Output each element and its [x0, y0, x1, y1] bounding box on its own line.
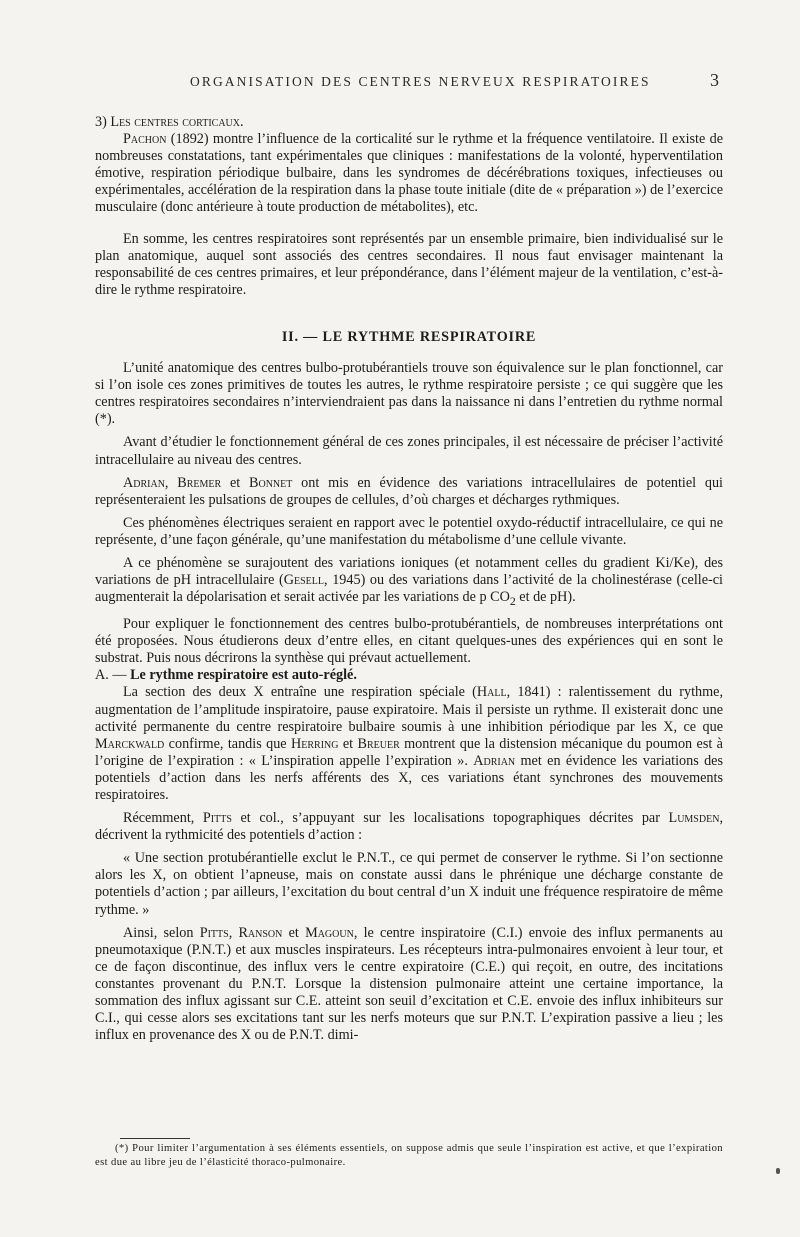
text-run: (1892) montre l’influence de la corticalité sur le rythme et la fréquence ventilatoire. Il existe de nombreuses constatations, tant expérimentales que cliniques : manifestations de la volonté, hyperventilation émotive, respiration périodique bulbaire, dans les syndromes de décérébrations toxiques, infectieuses ou expérimentales, accélération de la respiration dans la phase toute initiale (dite de « préparation ») de l’exercice musculaire (donc antérieure à toute production de métabolites), etc.	[95, 131, 723, 216]
subscript: 2	[509, 593, 516, 608]
quotation: « Une section protubérantielle exclut le P.N.T., ce qui permet de conserver le rythme. Si l’on sectionne alors les X, on obtient l’apneuse, mais on constate aussi dans le phrénique une décharge constante de potentiels d’action ; par ailleurs, l’excitation du bout central d’un X induit une fréquence respiratoire de même rythme. »	[95, 850, 723, 918]
author-name: Bremer	[177, 474, 222, 491]
text-run: ,	[228, 924, 239, 941]
author-name: Hall	[476, 684, 507, 701]
body-text	[95, 114, 723, 1044]
paragraph: L’unité anatomique des centres bulbo-protubérantiels trouve son équivalence sur le plan fonctionnel, car si l’on isole ces zones primitives de toutes les autres, le rythme respiratoire persiste ; ce qui suggère que les centres respiratoires secondaires n’interviendraient pas dans la naissance ni dans l’entretien du rythme normal (*).	[95, 360, 723, 428]
author-name: Adrian	[123, 474, 165, 491]
paragraph	[95, 684, 723, 804]
text-run: La section des deux X entraîne une respiration spéciale (	[123, 684, 477, 701]
footnote-rule	[120, 1138, 190, 1139]
text-run: Récemment,	[123, 810, 203, 827]
text-run: et de pH).	[515, 589, 576, 606]
author-name: Lumsden	[668, 810, 720, 827]
paragraph	[95, 555, 723, 610]
paragraph	[95, 131, 723, 216]
author-name: Bonnet	[249, 474, 293, 491]
text-run: montrent que la distension mécanique du poumon est à l’origine de l’expiration : « L’inspiration appelle l’expiration ».	[95, 735, 723, 769]
subsection-label: A. —	[95, 667, 127, 684]
author-name: Pachon	[123, 131, 167, 148]
author-name: Breuer	[357, 735, 400, 752]
subsection-heading	[95, 667, 723, 684]
author-name: Herring	[291, 735, 339, 752]
text-run: ,	[164, 474, 178, 491]
text-run: , 1841) : ralentissement du rythme, augmentation de l’amplitude inspiratoire, pause expiratoire. Mais il persiste un rythme. Il existerait donc une activité permanente du centre respiratoire bulbaire soumis à une inhibition périodique par les X, ce que	[95, 684, 723, 735]
paragraph	[95, 475, 723, 509]
section-title: II. — LE RYTHME RESPIRATOIRE	[281, 328, 537, 345]
text-run: , le centre inspiratoire (C.I.) envoie des influx permanents au pneumotaxique (P.N.T.) et aux muscles inspirateurs. Les récepteurs intra-pulmonaires envoient à leur tour, et ce de façon discontinue, des influx vers le centre expiratoire (C.E.) qui reçoit, en outre, des incitations constantes provenant du P.N.T. Lorsque la distension pulmonaire atteint une certaine importance, la sommation des influx agissant sur C.E. atteint son seuil d’excitation et C.E. envoie des influx inhibiteurs sur C.I., qui cesse alors ses excitations tant sur les nerfs moteurs que sur P.N.T. L’expiration passive a lieu ; les influx en provenance des X ou de P.N.T. dimi-	[95, 924, 723, 1044]
page-number: 3	[710, 70, 719, 90]
section-3-number: 3)	[95, 114, 107, 130]
paragraph: En somme, les centres respiratoires sont représentés par un ensemble primaire, bien individualisé sur le plan anatomique, auquel sont associés des centres secondaires. Il nous faut envisager maintenant la responsabilité de ces centres primaires, et leur prépondérance, dans l’élément majeur de la ventilation, c’est-à-dire le rythme respiratoire.	[95, 230, 723, 298]
author-name: Adrian	[473, 752, 516, 769]
text-run: ont mis en évidence des variations intracellulaires de potentiel qui représenteraient les pulsations de groupes de cellules, d’où charges et décharges rythmiques.	[95, 474, 724, 508]
author-name: Gesell	[283, 572, 324, 589]
paragraph	[95, 810, 723, 844]
author-name: Ranson	[238, 924, 283, 941]
text-run: , 1945) ou des variations dans l’activité de la cholinestérase (celle-ci augmenterait la dépolarisation et serait activée par les variations de p CO	[95, 572, 723, 606]
author-name: Marckwald	[95, 735, 165, 752]
paragraph: Ces phénomènes électriques seraient en rapport avec le potentiel oxydo-réductif intracellulaire, ce qui ne représente, d’une façon générale, qu’une manifestation du métabolisme d’une cellule vivante.	[95, 514, 723, 548]
text-run: et	[221, 474, 250, 491]
text-run: Ainsi, selon	[123, 924, 200, 941]
section-3-title: Les centres corticaux.	[110, 114, 244, 130]
text-run: confirme, tandis que	[164, 735, 291, 752]
text-run: A ce phénomène se surajoutent des variations ioniques (et notamment celles du gradient Ki/Ke), des variations de pH intracellulaire (	[95, 554, 723, 589]
paragraph	[95, 925, 723, 1045]
running-title: ORGANISATION DES CENTRES NERVEUX RESPIRATOIRES	[190, 74, 651, 89]
text-run: et	[282, 924, 306, 941]
text-run: , décrivent la rythmicité des potentiels d’action :	[95, 810, 723, 844]
author-name: Pitts	[202, 810, 232, 827]
text-run: et col., s’appuyant sur les localisations topographiques décrites par	[231, 810, 669, 827]
text-run: et	[338, 735, 358, 752]
text-run: met en évidence les variations des potentiels d’action dans les nerfs afférents des X, ces variations étant synchrones des mouvements respiratoires.	[95, 752, 723, 804]
paragraph: Pour expliquer le fonctionnement des centres bulbo-protubérantiels, de nombreuses interprétations ont été proposées. Nous étudierons deux d’entre elles, en citant quelques-unes des expériences qui en sont le substrat. Puis nous décrirons la synthèse qui prévaut actuellement.	[95, 616, 723, 667]
author-name: Magoun	[305, 924, 354, 941]
paragraph: Avant d’étudier le fonctionnement général de ces zones principales, il est nécessaire de préciser l’activité intracellulaire au niveau des centres.	[95, 434, 723, 468]
footnote	[95, 1142, 723, 1170]
section-3-heading	[95, 114, 723, 131]
footnote-text: (*) Pour limiter l’argumentation à ses éléments essentiels, on suppose admis que seule l’inspiration est active, et que l’expiration est due au libre jeu de l’élasticité thoraco-pulmonaire.	[95, 1143, 723, 1168]
subsection-title: Le rythme respiratoire est auto-réglé.	[130, 667, 357, 684]
author-name: Pitts	[199, 924, 229, 941]
ink-speck	[776, 1168, 780, 1174]
